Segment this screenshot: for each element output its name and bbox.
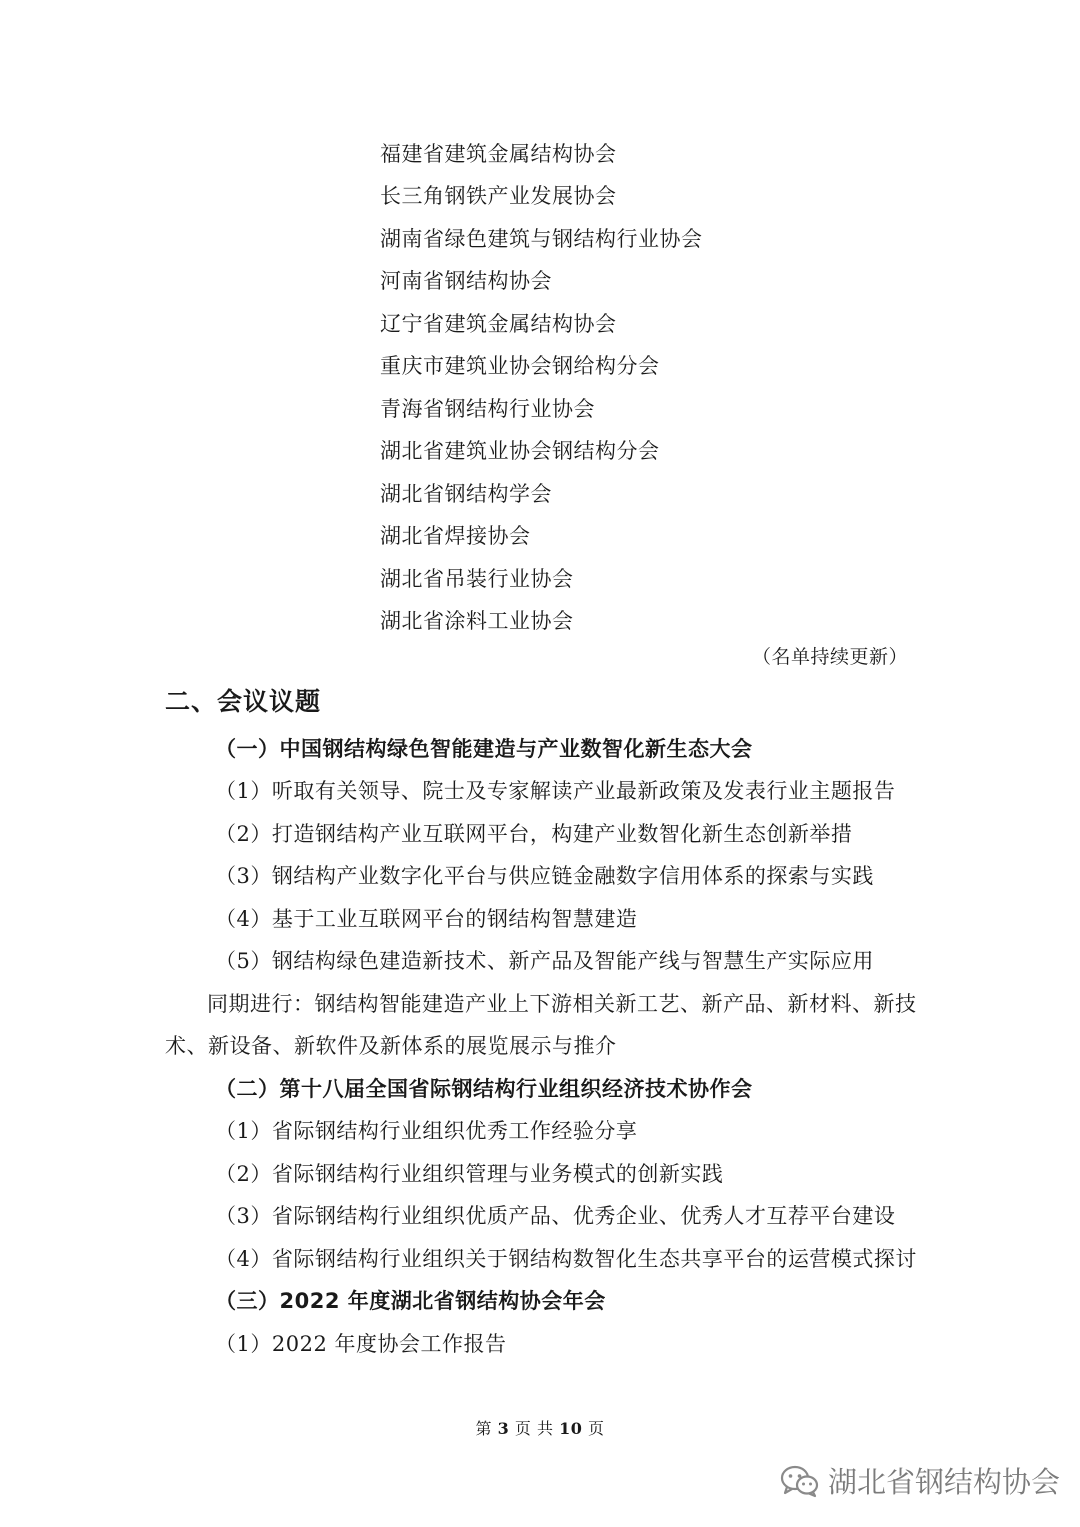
topic-item: （1）省际钢结构行业组织优秀工作经验分享 bbox=[215, 1119, 638, 1143]
org-list-item: 湖北省建筑业协会钢结构分会 bbox=[380, 439, 660, 463]
footer-middle: 页 共 bbox=[514, 1419, 554, 1438]
list-note: （名单持续更新） bbox=[751, 646, 908, 668]
org-list-item: 福建省建筑金属结构协会 bbox=[380, 142, 617, 166]
topic-item: （5）钢结构绿色建造新技术、新产品及智能产线与智慧生产实际应用 bbox=[215, 949, 874, 973]
watermark bbox=[780, 1460, 1060, 1501]
section-title: 二、会议议题 bbox=[165, 687, 322, 716]
org-list-item: 长三角钢铁产业发展协会 bbox=[380, 184, 617, 208]
footer-prefix: 第 bbox=[475, 1419, 493, 1438]
org-list-item: 青海省钢结构行业协会 bbox=[380, 397, 595, 421]
topic-item: （2）打造钢结构产业互联网平台，构建产业数智化新生态创新举措 bbox=[215, 822, 853, 846]
topic-item: （3）省际钢结构行业组织优质产品、优秀企业、优秀人才互荐平台建设 bbox=[215, 1204, 896, 1228]
concurrent-paragraph-line1: 同期进行：钢结构智能建造产业上下游相关新工艺、新产品、新材料、新技 bbox=[207, 992, 917, 1016]
org-list-item: 湖北省吊装行业协会 bbox=[380, 567, 574, 591]
topic-title: （一）中国钢结构绿色智能建造与产业数智化新生态大会 bbox=[215, 737, 753, 761]
org-list-item: 湖北省焊接协会 bbox=[380, 524, 531, 548]
topic-title: （二）第十八届全国省际钢结构行业组织经济技术协作会 bbox=[215, 1077, 753, 1101]
topic-item: （1）2022 年度协会工作报告 bbox=[215, 1332, 507, 1356]
concurrent-paragraph-line2: 术、新设备、新软件及新体系的展览展示与推介 bbox=[165, 1034, 617, 1058]
topic-item: （3）钢结构产业数字化平台与供应链金融数字信用体系的探索与实践 bbox=[215, 864, 874, 888]
topic-item: （4）基于工业互联网平台的钢结构智慧建造 bbox=[215, 907, 638, 931]
page-footer bbox=[0, 1416, 1080, 1439]
topic-item: （1）听取有关领导、院士及专家解读产业最新政策及发表行业主题报告 bbox=[215, 779, 896, 803]
org-list-item: 湖南省绿色建筑与钢结构行业协会 bbox=[380, 227, 703, 251]
org-list-item: 湖北省钢结构学会 bbox=[380, 482, 552, 506]
org-list-item: 河南省钢结构协会 bbox=[380, 269, 552, 293]
topic-title: （三）2022 年度湖北省钢结构协会年会 bbox=[215, 1289, 606, 1313]
topic-item: （4）省际钢结构行业组织关于钢结构数智化生态共享平台的运营模式探讨 bbox=[215, 1247, 917, 1271]
wechat-icon bbox=[780, 1464, 820, 1498]
footer-suffix: 页 bbox=[587, 1419, 605, 1438]
footer-page-number: 3 bbox=[497, 1419, 510, 1438]
org-list-item: 湖北省涂料工业协会 bbox=[380, 609, 574, 633]
watermark-text: 湖北省钢结构协会 bbox=[828, 1465, 1061, 1499]
org-list-item: 重庆市建筑业协会钢给构分会 bbox=[380, 354, 660, 378]
topic-item: （2）省际钢结构行业组织管理与业务模式的创新实践 bbox=[215, 1162, 724, 1186]
footer-total-pages: 10 bbox=[559, 1419, 583, 1438]
org-list-item: 辽宁省建筑金属结构协会 bbox=[380, 312, 617, 336]
